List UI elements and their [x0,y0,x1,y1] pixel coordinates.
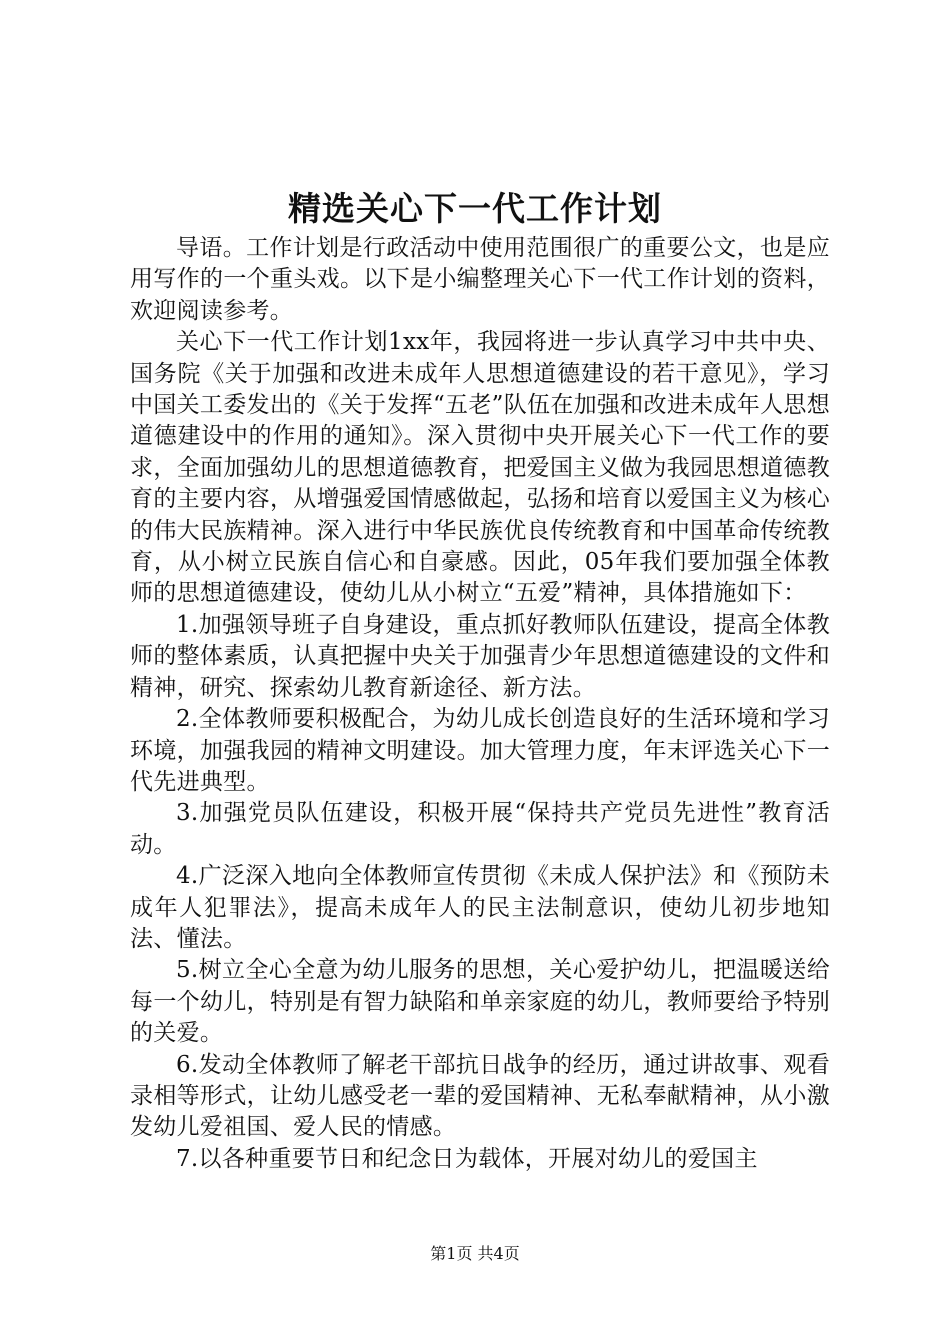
paragraph-item-1: 1.加强领导班子自身建设，重点抓好教师队伍建设，提高全体教师的整体素质，认真把握中央关于加强青少年思想道德建设的文件和精神，研究、探索幼儿教育新途径、新方法。 [130,611,830,701]
paragraph-item-7: 7.以各种重要节日和纪念日为载体，开展对幼儿的爱国主 [176,1145,758,1172]
paragraph-item-3: 3.加强党员队伍建设，积极开展“保持共产党员先进性”教育活动。 [130,800,830,858]
page-number-footer: 第1页 共4页 [430,1244,520,1263]
paragraph-item-5: 5.树立全心全意为幼儿服务的思想，关心爱护幼儿，把温暖送给每一个幼儿，特别是有智力缺陷和单亲家庭的幼儿，教师要给予特别的关爱。 [130,957,830,1047]
page-title: 精选关心下一代工作计划 [288,189,662,228]
document-body [130,233,830,1175]
paragraph-item-4: 4.广泛深入地向全体教师宣传贯彻《未成人保护法》和《预防未成年人犯罪法》，提高未成年人的民主法制意识，使幼儿初步地知法、懂法。 [130,863,830,952]
paragraph-plan-overview: 关心下一代工作计划1xx年，我园将进一步认真学习中共中央、国务院《关于加强和改进未成年人思想道德建设的若干意见》，学习中国关工委发出的《关于发挥“五老”队伍在加强和改进未成年人思想道德建设中的作用的通知》。深入贯彻中央开展关心下一代工作的要求，全面加强幼儿的思想道德教育，把爱国主义做为我园思想道德教育的主要内容，从增强爱国情感做起，弘扬和培育以爱国主义为核心的伟大民族精神。深入进行中华民族优良传统教育和中国革命传统教育，从小树立民族自信心和自豪感。因此，05年我们要加强全体教师的思想道德建设，使幼儿从小树立“五爱”精神，具体措施如下： [130,329,830,607]
paragraph-item-6: 6.发动全体教师了解老干部抗日战争的经历，通过讲故事、观看录相等形式，让幼儿感受老一辈的爱国精神、无私奉献精神，从小激发幼儿爱祖国、爱人民的情感。 [130,1051,830,1141]
paragraph-item-2: 2.全体教师要积极配合，为幼儿成长创造良好的生活环境和学习环境，加强我园的精神文明建设。加大管理力度，年末评选关心下一代先进典型。 [130,706,830,795]
paragraph-intro: 导语。工作计划是行政活动中使用范围很广的重要公文，也是应用写作的一个重头戏。以下是小编整理关心下一代工作计划的资料，欢迎阅读参考。 [130,235,830,324]
